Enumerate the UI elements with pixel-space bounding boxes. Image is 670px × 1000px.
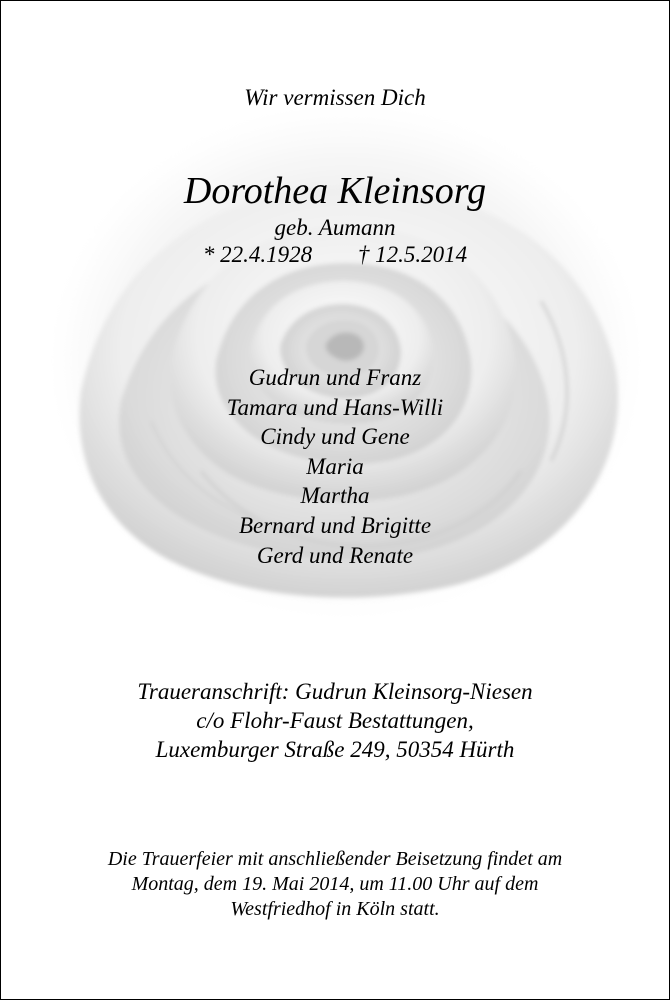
funeral-notice bbox=[1, 847, 669, 922]
mourner-entry: Tamara und Hans-Willi bbox=[226, 394, 444, 420]
mourner-entry: Gerd und Renate bbox=[256, 542, 414, 568]
notice-line: Die Trauerfeier mit anschließender Beisetzung findet am bbox=[107, 848, 563, 870]
mourning-address bbox=[1, 677, 669, 764]
life-dates bbox=[1, 242, 669, 268]
death-date: † 12.5.2014 bbox=[357, 242, 468, 267]
birth-date: * 22.4.1928 bbox=[202, 242, 313, 267]
mourner-entry: Maria bbox=[306, 453, 364, 479]
mourners-list bbox=[1, 363, 669, 570]
mourner-entry: Bernard und Brigitte bbox=[238, 512, 432, 538]
mourner-entry: Gudrun und Franz bbox=[248, 365, 422, 390]
address-line: c/o Flohr-Faust Bestattungen, bbox=[196, 708, 474, 733]
mourner-entry: Cindy und Gene bbox=[260, 424, 410, 450]
motto: Wir vermissen Dich bbox=[244, 85, 426, 110]
address-line: Luxemburger Straße 249, 50354 Hürth bbox=[155, 737, 515, 762]
deceased-name: Dorothea Kleinsorg bbox=[183, 170, 487, 212]
address-line: Traueranschrift: Gudrun Kleinsorg-Niesen bbox=[137, 679, 533, 704]
mourner-entry: Martha bbox=[300, 483, 370, 509]
notice-line: Westfriedhof in Köln statt. bbox=[230, 898, 440, 920]
born-name: geb. Aumann bbox=[274, 215, 396, 240]
notice-line: Montag, dem 19. Mai 2014, um 11.00 Uhr auf dem bbox=[131, 873, 539, 895]
